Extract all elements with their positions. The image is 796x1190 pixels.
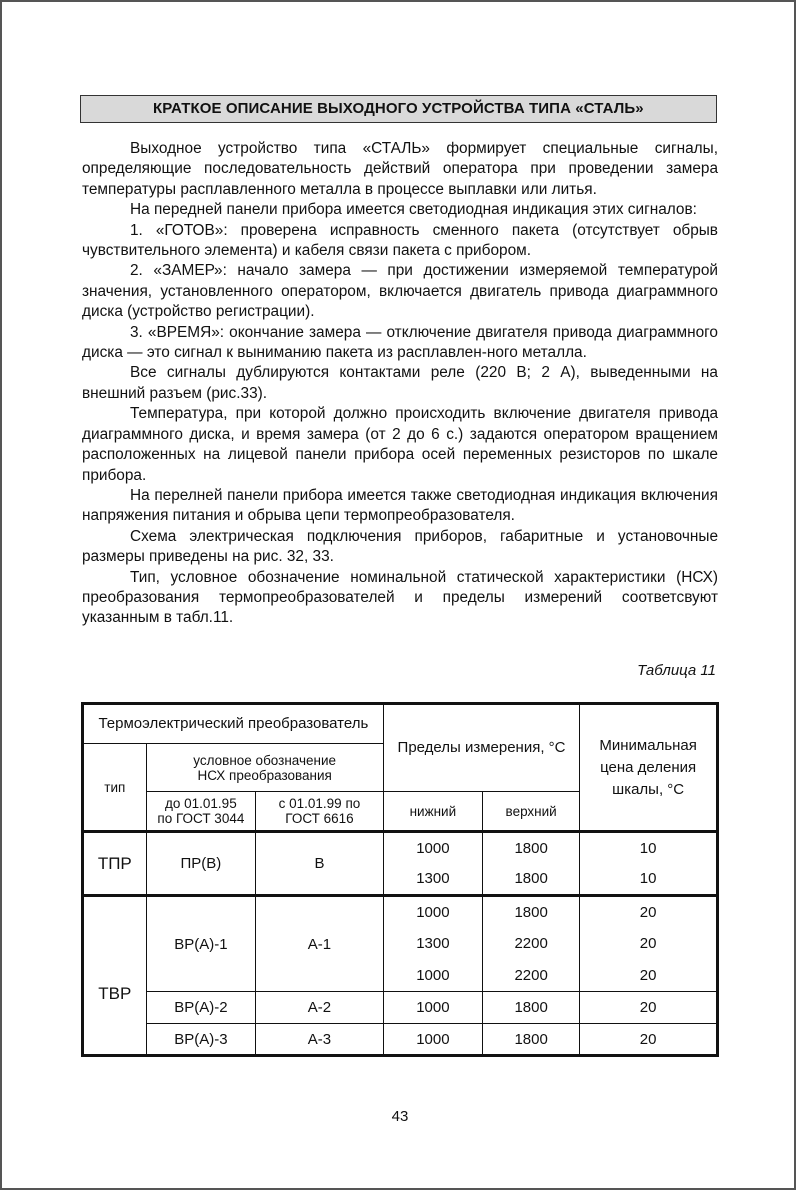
nsx-new-cell: А-3 xyxy=(256,1024,384,1056)
lower-cell: 1000 xyxy=(383,832,482,864)
min-cell: 20 xyxy=(580,928,718,960)
header-lower: нижний xyxy=(383,792,482,832)
upper-cell: 1800 xyxy=(482,896,579,928)
lower-cell: 1300 xyxy=(383,928,482,960)
upper-cell: 1800 xyxy=(482,864,579,896)
header-converter: Термоэлектрический преобразователь xyxy=(83,704,384,744)
paragraph: Тип, условное обозначение номинальной статической характеристики (НСХ) преобразования термопреобразователей и пределы измерений соответсвуют указанным в табл.11. xyxy=(82,568,718,627)
upper-cell: 2200 xyxy=(482,960,579,992)
table-row xyxy=(83,1024,718,1056)
lower-cell: 1000 xyxy=(383,896,482,928)
table-row xyxy=(83,992,718,1024)
paragraph: Температура, при которой должно происходить включение двигателя привода диаграммного диска, и время замера (от 2 до 6 с.) задаются оператором вращением расположенных на лицевой панели прибора осей переменных резисторов по шкале прибора. xyxy=(82,405,718,484)
upper-cell: 1800 xyxy=(482,992,579,1024)
upper-cell: 1800 xyxy=(482,1024,579,1056)
table-row xyxy=(83,832,718,864)
nsx-new-cell: В xyxy=(256,832,384,896)
type-cell: ТПР xyxy=(83,832,147,896)
paragraph: 3. «ВРЕМЯ»: окончание замера — отключение двигателя привода диаграммного диска — это сигнал к выниманию пакета из расплавлен-ного металла. xyxy=(82,323,718,362)
paragraph: На передней панели прибора имеется светодиодная индикация этих сигналов: xyxy=(130,201,697,219)
lower-cell: 1000 xyxy=(383,960,482,992)
table-row xyxy=(83,896,718,928)
min-cell: 20 xyxy=(580,896,718,928)
header-limits: Пределы измерения, °С xyxy=(383,704,580,792)
nsx-old-cell: ВР(А)-2 xyxy=(146,992,256,1024)
body-text xyxy=(82,139,718,629)
section-heading: КРАТКОЕ ОПИСАНИЕ ВЫХОДНОГО УСТРОЙСТВА ТИПА «СТАЛЬ» xyxy=(80,95,717,123)
nsx-old-cell: ВР(А)-1 xyxy=(146,896,256,992)
min-cell: 20 xyxy=(580,1024,718,1056)
table-header-row xyxy=(83,704,718,744)
nsx-new-cell: А-2 xyxy=(256,992,384,1024)
lower-cell: 1300 xyxy=(383,864,482,896)
nsx-old-cell: ПР(В) xyxy=(146,832,256,896)
paragraph: 1. «ГОТОВ»: проверена исправность сменного пакета (отсутствует обрыв чувствительного элемента) и кабеля связи пакета с прибором. xyxy=(82,221,718,260)
paragraph: Выходное устройство типа «СТАЛЬ» формирует специальные сигналы, определяющие последовательность действий оператора при проведении замера температуры расплавленного металла в процессе выплавки или литья. xyxy=(82,140,718,198)
nsx-old-cell: ВР(А)-3 xyxy=(146,1024,256,1056)
page-number: 43 xyxy=(391,1108,409,1125)
type-cell: ТВР xyxy=(83,896,147,1056)
min-cell: 10 xyxy=(580,832,718,864)
header-min-division: Минимальная цена деления шкалы, °С xyxy=(580,704,718,832)
paragraph: 2. «ЗАМЕР»: начало замера — при достижении измеряемой температурой значения, установленного оператором, включается двигатель привода диаграммного диска (устройство регистрации). xyxy=(82,262,718,321)
upper-cell: 1800 xyxy=(482,832,579,864)
min-cell: 20 xyxy=(580,960,718,992)
paragraph: На перелней панели прибора имеется также светодиодная индикация включения напряжения питания и обрыва цепи термопреобразователя. xyxy=(82,486,718,525)
paragraph: Все сигналы дублируются контактами реле (220 В; 2 А), выведенными на внешний разъем (рис.33). xyxy=(82,364,718,402)
nsx-new-cell: А-1 xyxy=(256,896,384,992)
header-nsx: условное обозначение НСХ преобразования xyxy=(146,744,383,792)
min-cell: 20 xyxy=(580,992,718,1024)
lower-cell: 1000 xyxy=(383,1024,482,1056)
table-caption: Таблица 11 xyxy=(637,662,716,679)
lower-cell: 1000 xyxy=(383,992,482,1024)
measurement-limits-table xyxy=(81,702,719,1057)
header-type: тип xyxy=(83,744,147,832)
min-cell: 10 xyxy=(580,864,718,896)
header-gost-6616: с 01.01.99 по ГОСТ 6616 xyxy=(256,792,384,832)
header-upper: верхний xyxy=(482,792,579,832)
upper-cell: 2200 xyxy=(482,928,579,960)
paragraph: Схема электрическая подключения приборов, габаритные и установочные размеры приведены на рис. 32, 33. xyxy=(82,527,718,566)
header-gost-3044: до 01.01.95 по ГОСТ 3044 xyxy=(146,792,256,832)
